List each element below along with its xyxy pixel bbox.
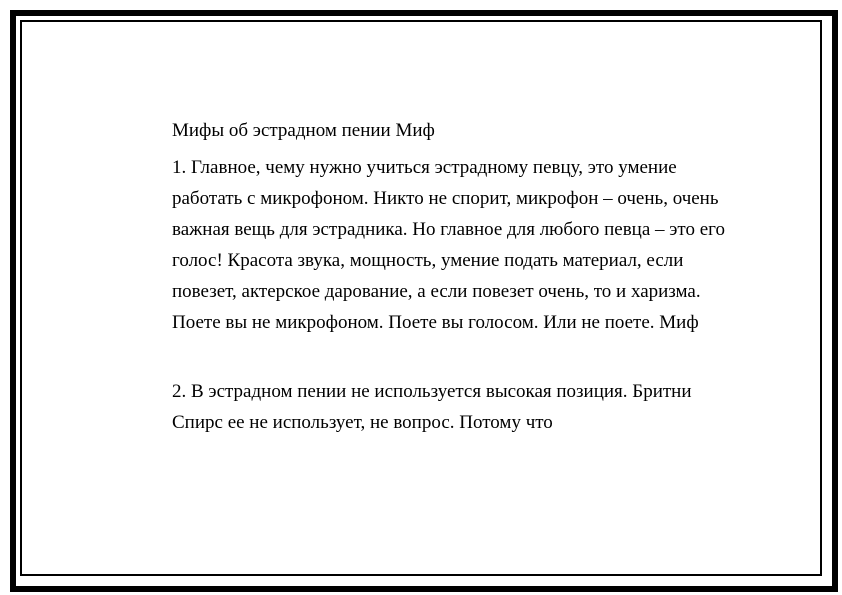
paragraph-myth-2: 2. В эстрадном пении не используется высокая позиция. Бритни Спирс ее не использует, не вопрос. Потому что xyxy=(172,381,692,433)
slide-content xyxy=(172,115,732,438)
slide-title: Мифы об эстрадном пении Миф xyxy=(172,120,435,141)
paragraph-myth-1: 1. Главное, чему нужно учиться эстрадному певцу, это умение работать с микрофоном. Никто не спорит, микрофон – очень, очень важная вещь для эстрадника. Но главное для любого певца – это его голос! Красота звука, мощность, умение подать материал, если повезет, актерское дарование, а если повезет очень, то и харизма. Поете вы не микрофоном. Поете вы голосом. Или не поете. Миф xyxy=(172,157,725,333)
